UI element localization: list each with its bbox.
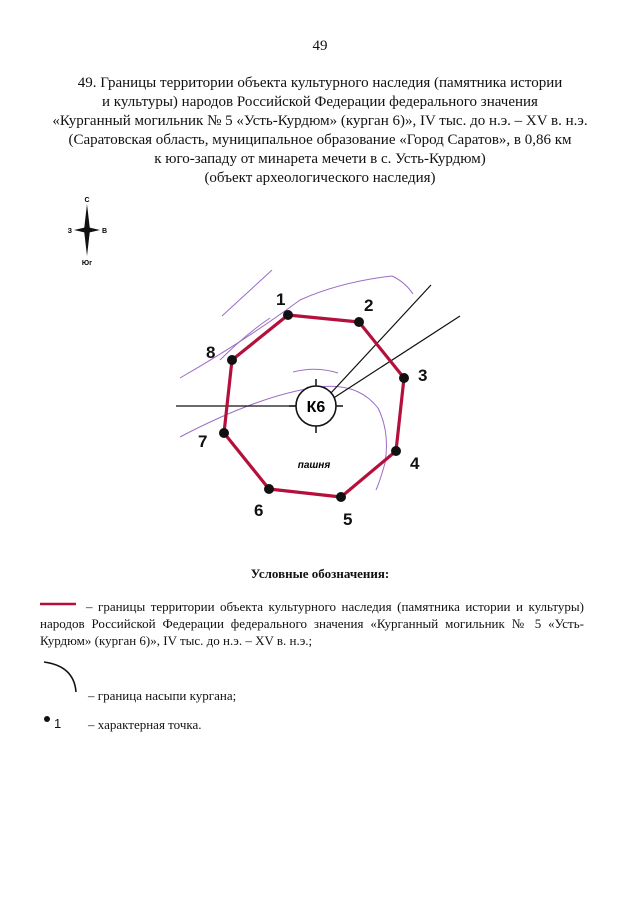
mound-k6 xyxy=(289,379,343,433)
compass-north-label: С xyxy=(84,197,90,204)
compass-rose-icon xyxy=(68,197,107,267)
boundary-point xyxy=(354,317,364,327)
compass-south-label: Юг xyxy=(81,260,93,267)
boundary-point xyxy=(391,446,401,456)
point-number: 1 xyxy=(276,290,286,309)
point-number: 7 xyxy=(198,432,208,451)
boundary-point xyxy=(264,484,274,494)
legend-mound-text: – граница насыпи кургана; xyxy=(88,688,237,703)
heading-line: (объект археологического наследия) xyxy=(204,170,436,186)
boundary-point xyxy=(399,373,409,383)
boundary-point xyxy=(219,428,229,438)
boundary-point xyxy=(336,492,346,502)
point-number: 5 xyxy=(343,510,353,529)
point-number: 4 xyxy=(410,454,420,473)
legend-boundary-text: – границы территории объекта культурного наследия (памятника истории и культуры) народов Российской Федерации федерального значения «Курганный могильник № 5 «Усть-Курдюм» (курган 6)», IV тыс. до н.э. – XV в. н.э.; xyxy=(40,599,584,648)
legend-point-label: 1 xyxy=(54,716,62,731)
point-number: 6 xyxy=(254,501,264,520)
heading-line: к юго-западу от минарета мечети в с. Усть-Курдюм) xyxy=(154,151,486,167)
heading-line: и культуры) народов Российской Федерации федерального значения xyxy=(102,94,538,110)
heading-line: 49. Границы территории объекта культурного наследия (памятника истории xyxy=(77,75,563,91)
boundary-point xyxy=(227,355,237,365)
mound-label: К6 xyxy=(306,399,326,416)
compass-west-label: З xyxy=(67,228,72,235)
compass-east-label: В xyxy=(102,228,108,235)
legend-title: Условные обозначения: xyxy=(250,566,390,581)
page-number: 49 xyxy=(312,38,328,54)
terrain-contours xyxy=(180,270,413,490)
legend-point-icon xyxy=(44,716,50,722)
field-label: пашня xyxy=(297,460,331,471)
point-number: 2 xyxy=(364,296,374,315)
heading-line: «Курганный могильник № 5 «Усть-Курдюм» (курган 6)», IV тыс. до н.э. – XV в. н.э. xyxy=(52,113,588,129)
point-number: 8 xyxy=(206,343,216,362)
legend-point-text: – характерная точка. xyxy=(88,717,202,732)
boundary-point xyxy=(283,310,293,320)
heading-line: (Саратовская область, муниципальное образование «Город Саратов», в 0,86 км xyxy=(68,132,572,148)
legend-mound-icon xyxy=(44,662,76,692)
point-number: 3 xyxy=(418,366,428,385)
